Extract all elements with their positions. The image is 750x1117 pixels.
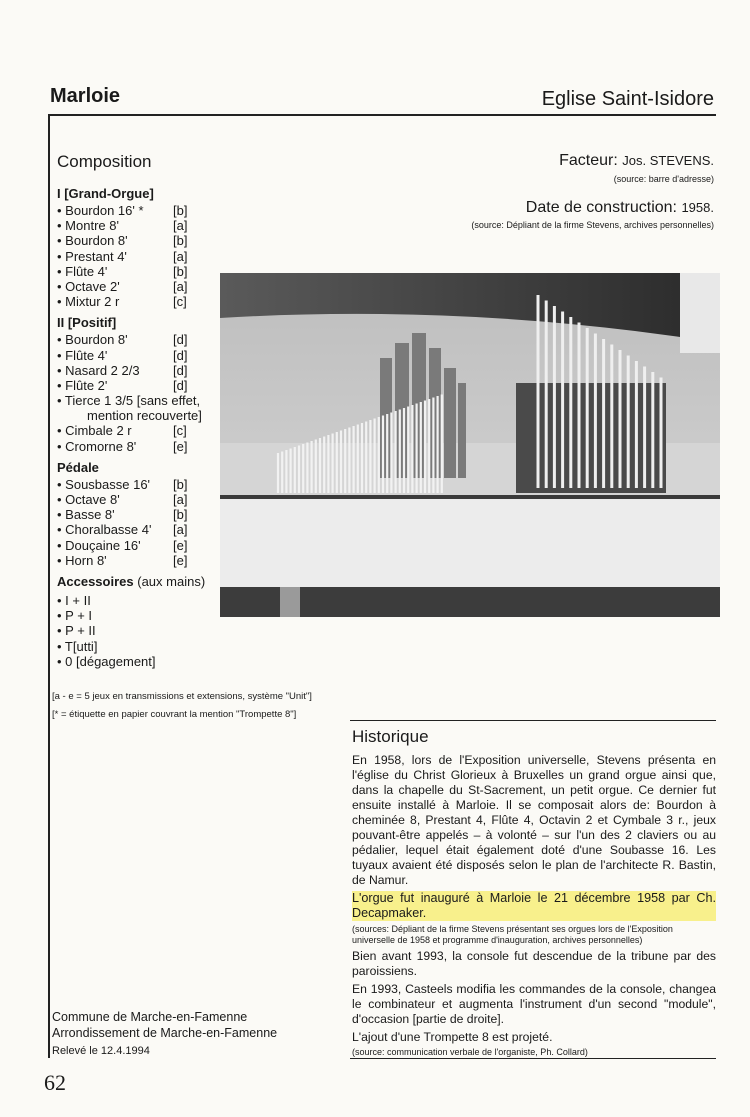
left-vertical-rule [48,116,50,1058]
stop-row [57,218,227,233]
stop-tag: [b] [173,507,188,523]
stop-row [57,477,227,492]
grand-orgue-title: I [Grand-Orgue] [57,186,154,201]
stop-row [57,439,227,454]
historique-rule [350,720,716,721]
stop-tag: [e] [173,552,188,568]
stop-row [57,348,227,363]
accessoires-subtitle: (aux mains) [133,573,206,589]
stop-row [57,233,227,248]
stop-name: • Bourdon 16' * [57,203,144,218]
organ-photo [220,273,720,617]
historique-paragraph-5: L'ajout d'une Trompette 8 est projeté. [352,1030,553,1044]
accessoires-list [57,593,227,669]
arrondissement: Arrondissement de Marche-en-Famenne [52,1026,278,1040]
historique-paragraph-3: Bien avant 1993, la console fut descendue de la tribune par des paroissiens. [352,949,716,978]
stop-name: • Horn 8' [57,552,107,568]
stop-name: • Prestant 4' [57,248,127,264]
accessory-item: • P + I [57,608,93,624]
stop-name: • Octave 2' [57,278,120,294]
stop-row [57,264,227,279]
accessory-item: • I + II [57,592,91,608]
historique-paragraph-4: En 1993, Casteels modifia les commandes de la console, changea le combinateur et augmenta l'instrument d'un second "module", d'occasion [partie de droite]. [352,982,716,1026]
stop-tag: [d] [173,347,188,363]
positif-title: II [Positif] [57,315,117,331]
place-name: Marloie [50,85,121,107]
note-etiquette: [* = étiquette en papier couvrant la mention "Trompette 8"] [52,709,297,720]
positif-stops-2 [57,423,227,453]
stop-tag: [b] [173,476,188,492]
pedale-stops [57,477,227,568]
accessory-item: • T[utti] [57,638,98,654]
stop-row [57,423,227,438]
stop-name: • Cimbale 2 r [57,423,132,439]
stop-name: • Basse 8' [57,507,115,523]
header-rule [48,114,716,116]
historique-source-1: (sources: Dépliant de la firme Stevens présentant ses orgues lors de l'Exposition universelle de 1958 et programme d'inauguration, archives personnelles) [352,924,673,945]
stop-tag: [c] [173,423,187,439]
stop-name: • Choralbasse 4' [57,522,152,538]
stop-name: • Flûte 4' [57,347,108,363]
facteur-source: (source: barre d'adresse) [613,174,714,184]
stop-tag: [a] [173,248,188,264]
pedale-title: Pédale [57,459,99,475]
stop-name: • Octave 8' [57,492,120,507]
stop-name: • Bourdon 8' [57,332,128,348]
stop-name: • Montre 8' [57,218,119,234]
tierce-line-2: mention recouverte] [87,408,202,424]
stop-name: • Douçaine 16' [57,537,141,553]
stop-name: • Sousbasse 16' [57,476,151,492]
note-transmissions: [a - e = 5 jeux en transmissions et extensions, système "Unit"] [52,691,312,702]
stop-tag: [b] [173,263,188,279]
stop-row [57,522,227,537]
stop-name: • Nasard 2 2/3 [57,362,140,378]
historique-body [352,753,716,1057]
stop-row [57,332,227,347]
commune: Commune de Marche-en-Famenne [52,1010,248,1024]
stop-name: • Flûte 4' [57,263,108,279]
date-line [526,199,714,217]
stop-tag: [c] [173,294,187,310]
stop-name: • Mixtur 2 r [57,294,120,310]
stop-tag: [a] [173,522,188,538]
releve-date: Relevé le 12.4.1994 [52,1045,150,1057]
stop-name: • Flûte 2' [57,377,108,393]
historique-source-2: (source: communication verbale de l'organiste, Ph. Collard) [352,1047,588,1057]
bottom-rule [350,1058,716,1059]
stop-tag: [e] [173,438,188,454]
tierce-entry [57,393,227,423]
date-label: Date de construction: [525,199,677,216]
stop-tag: [d] [173,332,188,348]
date-value: 1958. [681,200,714,215]
stop-row [57,538,227,553]
facteur-label: Facteur: [559,152,618,169]
stop-tag: [a] [173,492,188,507]
facteur-line [559,152,714,170]
composition-list [57,186,227,669]
church-name: Eglise Saint-Isidore [541,88,714,110]
page-number: 62 [44,1070,66,1095]
stop-tag: [d] [173,362,188,378]
stop-tag: [a] [173,218,188,234]
accessoires-heading [57,573,227,591]
accessory-item: • P + II [57,623,96,639]
footer-block [52,1009,277,1059]
historique-title: Historique [352,727,429,746]
stop-tag: [b] [173,233,188,249]
stop-row [57,553,227,568]
stop-tag: [d] [173,377,188,393]
tierce-line-1: • Tierce 1 3/5 [sans effet, [57,393,201,409]
historique-paragraph-1: En 1958, lors de l'Exposition universelle, Stevens présenta en l'église du Christ Glorieux à Bruxelles un grand orgue ainsi que, dans la chapelle du St-Sacrement, un petit orgue. Ce dernier fut ensuite installé à Marloie. Il se composait alors de: Bourdon à cheminée 8, Prestant 4, Flûte 4, Octavin 2 et Cymbale 3 r., jeux pouvant-être appelés – à volonté – sur l'un des 2 claviers ou au pédalier, lequel était également doté d'une Soubasse 16. Les tuyaux avaient été disposés selon le plan de l'architecte R. Bastin, de Namur. [352,753,716,887]
stop-row [57,363,227,378]
historique-paragraph-2: L'orgue fut inauguré à Marloie le 21 décembre 1958 par Ch. Decapmaker. [352,891,716,920]
stop-row [57,294,227,309]
positif-stops [57,332,227,393]
stop-row [57,378,227,393]
date-source: (source: Dépliant de la firme Stevens, archives personnelles) [471,220,714,230]
facteur-value: Jos. STEVENS. [622,153,714,168]
stop-tag: [e] [173,537,188,553]
accessory-item: • 0 [dégagement] [57,653,156,669]
grand-orgue-stops [57,203,227,309]
stop-row [57,249,227,264]
composition-title: Composition [57,152,152,171]
stop-row [57,492,227,507]
stop-tag: [b] [173,203,188,218]
stop-row [57,507,227,522]
stop-tag: [a] [173,278,188,294]
stop-name: • Bourdon 8' [57,233,128,249]
stop-name: • Cromorne 8' [57,438,137,454]
accessoires-title: Accessoires [57,573,134,589]
stop-row [57,279,227,294]
stop-row [57,203,227,218]
